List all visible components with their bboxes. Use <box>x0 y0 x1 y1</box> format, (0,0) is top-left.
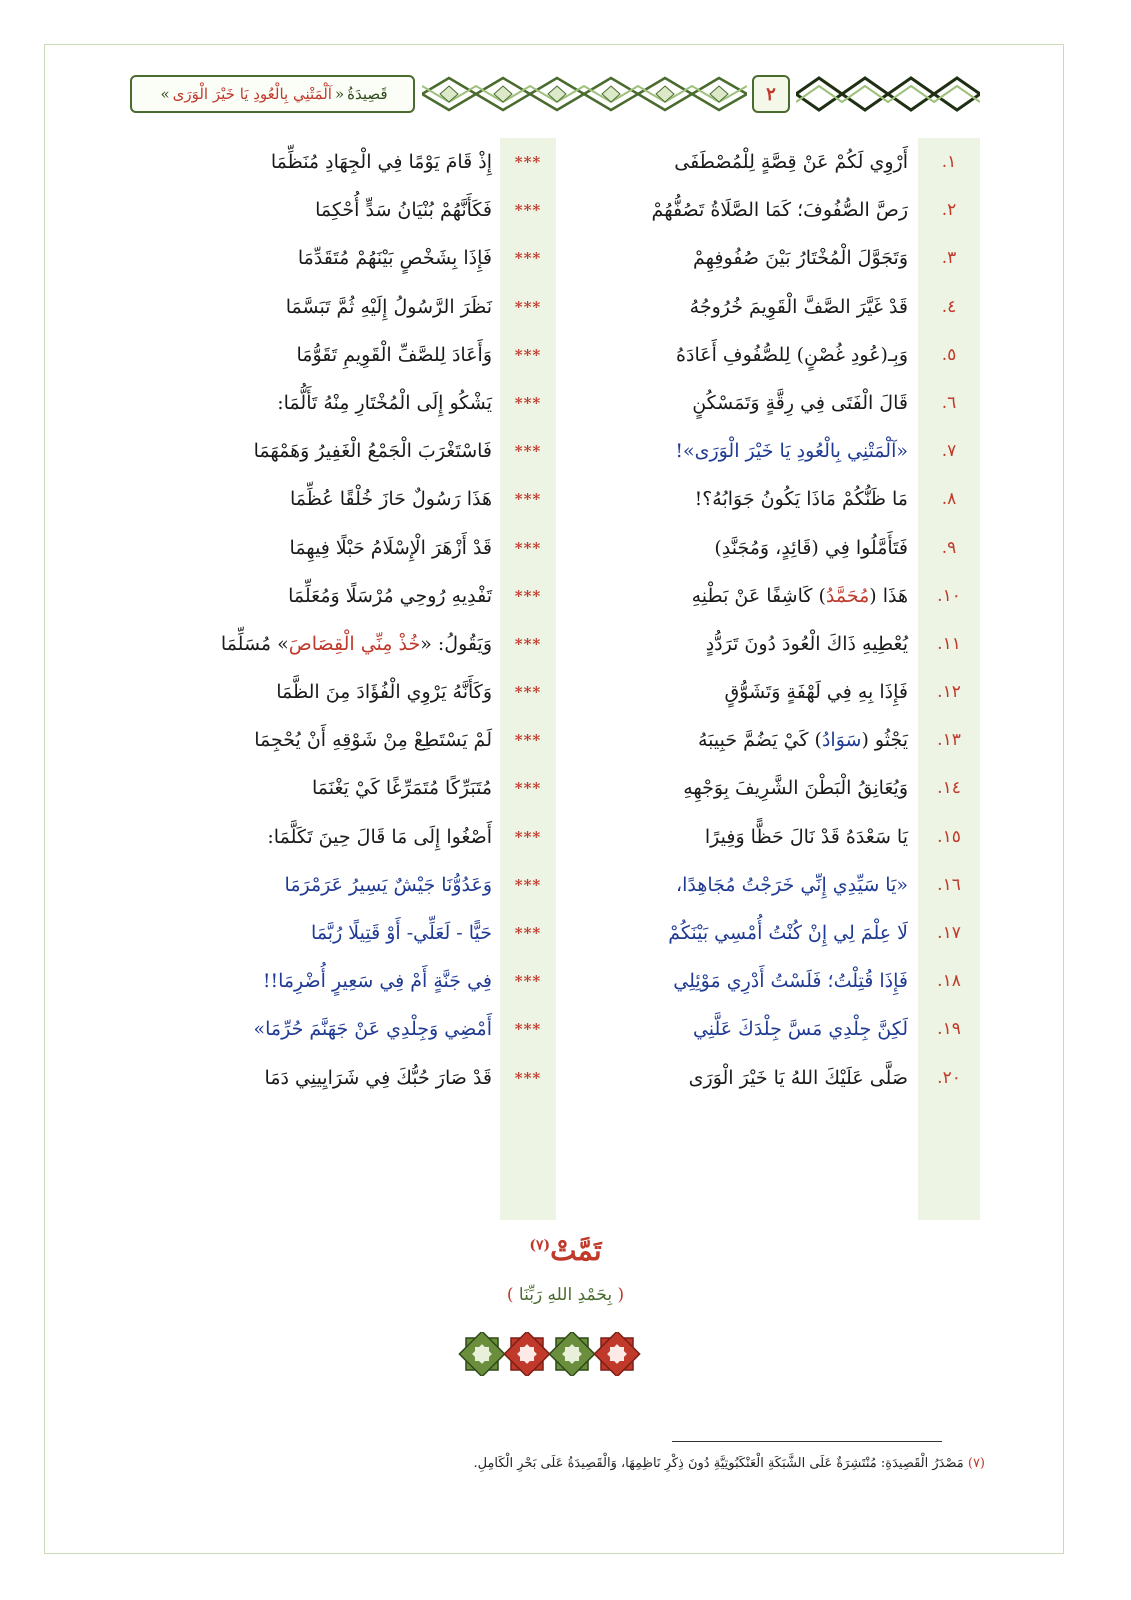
first-hemistich: صَلَّى عَلَيْكَ اللهُ يَا خَيْرَ الْوَرَى <box>688 1066 908 1089</box>
second-hemistich: وَأَعَادَ لِلصَّفِّ الْقَوِيمِ تَقَوُّمَا <box>296 343 492 366</box>
hemistich-separator: *** <box>514 201 542 220</box>
highlighted-name: سَوَادُ <box>821 729 862 752</box>
verse-row <box>130 283 980 331</box>
first-hemistich: فَتَأَمَّلُوا فِي (قَائِدٍ، وَمُجَنَّدِ) <box>714 536 908 559</box>
verse-number: ٩. <box>941 537 957 558</box>
first-hemistich <box>563 716 908 764</box>
verse-number: ١. <box>941 152 957 172</box>
verse-number: ٥. <box>941 344 957 365</box>
hemistich-part: ) كَيْ يَضُمَّ حَبِيبَهُ <box>697 729 822 752</box>
verse-number: ١٧. <box>937 923 961 943</box>
footnote-text: مَصْدَرُ الْقَصِيدَةِ: مُنْتَشِرَةٌ عَلَى الشَّبَكَةِ الْعَنْكَبُوتِيَّةِ دُونَ ذِكْرِ نَاظِمِهَا، وَالْقَصِيدَةُ عَلَى بَحْرِ الْكَامِلِ. <box>473 1456 964 1471</box>
hemistich-separator: *** <box>514 1068 542 1087</box>
praise-line <box>0 1285 1131 1305</box>
hemistich-separator: *** <box>514 393 542 412</box>
verse-number: ١٢. <box>937 682 961 703</box>
verse-row <box>130 186 980 234</box>
second-hemistich: نَظَرَ الرَّسُولُ إِلَيْهِ ثُمَّ تَبَسَّمَا <box>285 295 492 318</box>
first-hemistich: «آلْمَتْنِي بِالْعُودِ يَا خَيْرَ الْوَرَى»! <box>675 440 908 463</box>
praise-paren-open: ( <box>617 1285 625 1305</box>
verse-number: ٢٠. <box>937 1067 961 1088</box>
hemistich-part: » مُسَلِّمَا <box>220 632 289 655</box>
praise-text: بِحَمْدِ اللهِ رَبِّنَا <box>518 1285 613 1305</box>
verse-row <box>130 620 980 668</box>
hemistich-separator: *** <box>514 538 542 557</box>
verse-row <box>130 1005 980 1053</box>
page-number: ٢ <box>752 75 790 113</box>
second-hemistich: قَدْ صَارَ حُبُّكَ فِي شَرَايِينِي دَمَا <box>264 1066 492 1089</box>
second-hemistich <box>130 620 492 668</box>
verse-row <box>130 957 980 1005</box>
verse-number: ٧. <box>941 441 957 462</box>
second-hemistich: يَشْكُو إِلَى الْمُخْتَارِ مِنْهُ تَأَلُّمَا: <box>277 391 492 414</box>
second-hemistich: إِذْ قَامَ يَوْمًا فِي الْجِهَادِ مُنَظِّمَا <box>270 151 492 173</box>
hemistich-separator: *** <box>514 924 542 942</box>
hemistich-separator: *** <box>514 442 542 461</box>
verse-row <box>130 668 980 716</box>
second-hemistich: تَفْدِيهِ رُوحِي مُرْسَلًا وَمُعَلِّمَا <box>288 584 492 607</box>
verse-number: ٤. <box>941 296 957 317</box>
verse-row <box>130 427 980 475</box>
poem-title: آلْمَتْنِي بِالْعُودِ يَا خَيْرَ الْوَرَى <box>172 85 332 103</box>
poem-title-box <box>130 75 415 113</box>
verse-row <box>130 1054 980 1102</box>
page-header <box>130 72 980 120</box>
first-hemistich: وَيُعَانِقُ الْبَطْنَ الشَّرِيفَ بِوَجْهِهِ <box>683 777 908 800</box>
verse-row <box>130 234 980 282</box>
second-hemistich: فَكَأَنَّهُمْ بُنْيَانُ سَدٍّ أُحْكِمَا <box>315 199 492 222</box>
footnote-divider <box>672 1441 942 1442</box>
verse-number: ١٨. <box>937 971 961 992</box>
verse-number: ٦. <box>941 392 957 413</box>
verse-number: ٨. <box>941 489 957 510</box>
verse-row <box>130 331 980 379</box>
verse-row <box>130 572 980 620</box>
footnote-reference: (٧) <box>529 1237 551 1254</box>
second-hemistich: قَدْ أَزْهَرَ الْإِسْلَامُ حَبْلًا فِيهِمَا <box>289 536 492 559</box>
second-hemistich: وَعَدُوُّنَا جَيْشٌ يَسِيرُ عَرَمْرَمَا <box>284 873 492 896</box>
braid-ornament-icon <box>796 72 980 116</box>
hemistich-part: ) كَاشِفًا عَنْ بَطْنِهِ <box>691 584 826 607</box>
hemistich-separator: *** <box>514 827 542 846</box>
first-hemistich: يُعْطِيهِ ذَاكَ الْعُودَ دُونَ تَرَدُّدٍ <box>705 632 908 655</box>
hemistich-separator: *** <box>514 683 542 702</box>
title-quote-close: » <box>160 85 170 103</box>
footnote <box>455 1456 985 1471</box>
hemistich-separator: *** <box>514 297 542 316</box>
verse-row <box>130 475 980 523</box>
verse-row <box>130 861 980 909</box>
first-hemistich: يَا سَعْدَهُ قَدْ نَالَ حَظًّا وَفِيرًا <box>704 825 908 848</box>
first-hemistich: مَا ظَنُّكُمْ مَاذَا يَكُونُ جَوَابُهُ؟! <box>694 488 908 511</box>
verse-number: ٣. <box>941 248 957 269</box>
hemistich-separator: *** <box>514 153 542 171</box>
verse-row <box>130 909 980 957</box>
second-hemistich: لَمْ يَسْتَطِعْ مِنْ شَوْقِهِ أَنْ يُحْجِمَا <box>254 729 492 752</box>
footnote-number: (٧) <box>967 1456 985 1471</box>
hemistich-separator: *** <box>514 972 542 991</box>
first-hemistich: قَالَ الْفَتَى فِي رِقَّةٍ وَتَمَسْكُنٍ <box>692 391 908 414</box>
poem-body <box>130 138 980 1102</box>
hemistich-part: يَجْثُو ( <box>861 729 908 752</box>
end-marker-text: تَمَّتْ <box>550 1234 602 1267</box>
second-hemistich: وَكَأَنَّهُ يَرْوِي الْفُؤَادَ مِنَ الظَّمَا <box>276 681 492 704</box>
verse-row <box>130 138 980 186</box>
first-hemistich: لَكِنَّ جِلْدِي مَسَّ جِلْدَكَ عَلَّنِي <box>692 1018 908 1041</box>
star-tile-icon <box>458 1332 642 1376</box>
verse-row <box>130 379 980 427</box>
second-hemistich: أَصْغُوا إِلَى مَا قَالَ حِينَ تَكَلَّمَا: <box>267 825 492 848</box>
first-hemistich: وَتَجَوَّلَ الْمُخْتَارُ بَيْنَ صُفُوفِهِمْ <box>692 247 908 270</box>
first-hemistich: قَدْ غَيَّرَ الصَّفَّ الْقَوِيمَ خُرُوجُهُ <box>689 295 908 318</box>
hemistich-separator: *** <box>514 586 542 605</box>
first-hemistich <box>563 572 908 620</box>
verse-number: ١٥. <box>937 826 961 847</box>
first-hemistich: فَإِذَا بِهِ فِي لَهْفَةٍ وَتَشَوُّقٍ <box>724 681 908 704</box>
praise-paren-close: ) <box>506 1285 514 1305</box>
second-hemistich: مُتَبَرِّكًا مُتَمَرِّغًا كَيْ يَغْنَمَا <box>311 777 492 800</box>
hemistich-part: وَيَقُولُ: « <box>420 632 492 655</box>
braid-ornament-icon <box>422 72 747 116</box>
first-hemistich: أَرْوِي لَكُمْ عَنْ قِصَّةٍ لِلْمُصْطَفَى <box>674 151 908 173</box>
second-hemistich: أَمْضِي وَجِلْدِي عَنْ جَهَنَّمَ حُرِّمَا» <box>253 1018 492 1041</box>
first-hemistich: وَبِـ(عُودِ غُصْنٍ) لِلصُّفُوفِ أَعَادَهُ <box>676 343 908 366</box>
verse-row <box>130 764 980 812</box>
second-hemistich: حَيًّا - لَعَلِّي- أَوْ قَتِيلًا رُبَّمَا <box>311 922 492 944</box>
end-marker <box>0 1234 1131 1267</box>
first-hemistich: «يَا سَيِّدِي إِنِّي خَرَجْتُ مُجَاهِدًا، <box>675 873 908 896</box>
verse-row <box>130 813 980 861</box>
verse-row <box>130 524 980 572</box>
verse-number: ١٦. <box>937 874 961 895</box>
hemistich-separator: *** <box>514 731 542 750</box>
highlighted-quote: خُذْ مِنِّي الْقِصَاصَ <box>288 632 421 655</box>
title-prefix: قَصِيدَةُ <box>347 85 388 103</box>
hemistich-part: هَذَا ( <box>869 584 908 607</box>
first-hemistich: لَا عِلْمَ لِي إِنْ كُنْتُ أُمْسِي بَيْنَكُمْ <box>668 922 908 944</box>
hemistich-separator: *** <box>514 490 542 509</box>
second-hemistich: فَاسْتَغْرَبَ الْجَمْعُ الْغَفِيرُ وَهَمْهَمَا <box>253 440 492 463</box>
hemistich-separator: *** <box>514 249 542 268</box>
title-quote-open: « <box>334 85 345 103</box>
verse-number: ١٤. <box>937 778 961 799</box>
second-hemistich: فِي جَنَّةٍ أَمْ فِي سَعِيرٍ أُضْرِمَا!! <box>262 970 492 993</box>
first-hemistich: فَإِذَا قُتِلْتُ؛ فَلَسْتُ أَدْرِي مَوْئِلِي <box>673 970 908 993</box>
verse-number: ١٣. <box>937 730 961 751</box>
verse-number: ٢. <box>941 200 957 221</box>
second-hemistich: هَذَا رَسُولٌ حَازَ خُلْقًا عُظِّمَا <box>290 488 492 511</box>
verse-row <box>130 716 980 764</box>
hemistich-separator: *** <box>514 634 542 653</box>
second-hemistich: فَإِذَا بِشَخْصٍ بَيْنَهُمْ مُتَقَدِّمَا <box>297 247 492 270</box>
hemistich-separator: *** <box>514 1020 542 1039</box>
highlighted-name: مُحَمَّدُ <box>825 584 870 607</box>
verse-number: ١٠. <box>937 585 961 606</box>
verse-number: ١٩. <box>937 1019 961 1040</box>
verse-number: ١١. <box>937 633 961 654</box>
hemistich-separator: *** <box>514 345 542 364</box>
first-hemistich: رَصَّ الصُّفُوفَ؛ كَمَا الصَّلَاةُ تَصُفُّهُمْ <box>651 199 908 222</box>
hemistich-separator: *** <box>514 875 542 894</box>
hemistich-separator: *** <box>514 779 542 798</box>
